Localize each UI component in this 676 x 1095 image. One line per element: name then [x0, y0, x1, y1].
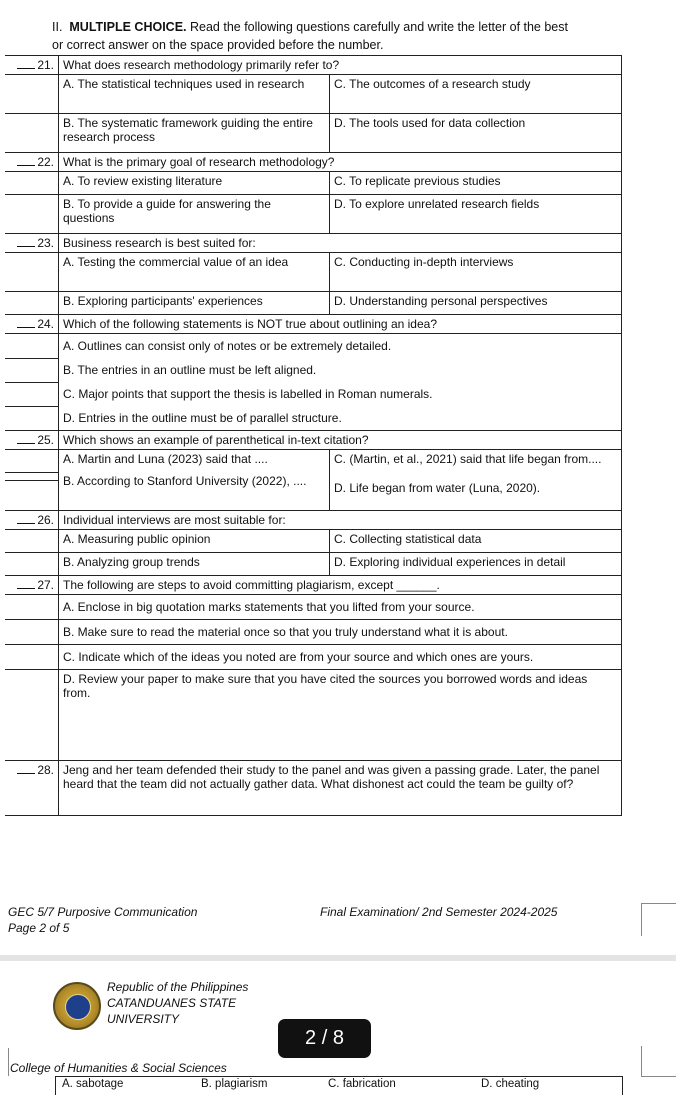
university-name-2: UNIVERSITY — [107, 1012, 180, 1026]
answer-blank[interactable] — [17, 155, 35, 166]
option-d: D. Entries in the outline must be of parallel structure. — [59, 406, 622, 431]
option-c: C. Conducting in-depth interviews — [330, 253, 622, 292]
option-a: A. sabotage — [62, 1078, 124, 1090]
instructions-line2: or correct answer on the space provided before the number. — [52, 38, 384, 52]
option-c: C. Major points that support the thesis is labelled in Roman numerals. — [59, 382, 622, 406]
section-number: II. — [52, 20, 63, 34]
option-b: B. The entries in an outline must be left aligned. — [59, 358, 622, 382]
option-d: D. The tools used for data collection — [330, 114, 622, 153]
question-text: Business research is best suited for: — [59, 234, 622, 253]
republic-label: Republic of the Philippines — [107, 980, 249, 994]
question-row — [5, 315, 622, 334]
answer-blank[interactable] — [17, 763, 35, 774]
option-c: C. Collecting statistical data — [330, 530, 622, 553]
option-b: B. Analyzing group trends — [59, 553, 330, 576]
question-row — [5, 431, 622, 450]
option-a: A. To review existing literature — [59, 172, 330, 195]
section-title: MULTIPLE CHOICE. — [69, 20, 187, 34]
option-b: B. Exploring participants' experiences — [59, 292, 330, 315]
option-a: A. Outlines can consist only of notes or be extremely detailed. — [59, 334, 622, 359]
question-row — [5, 153, 622, 172]
answer-blank[interactable] — [17, 236, 35, 247]
option-b: B. Make sure to read the material once so that you truly understand what it is about. — [59, 620, 622, 645]
answer-blank[interactable] — [17, 578, 35, 589]
option-d: D. Understanding personal perspectives — [330, 292, 622, 315]
question-number: 21. — [5, 56, 59, 75]
question-number: 25. — [5, 431, 59, 450]
option-d: D. Review your paper to make sure that you have cited the sources you borrowed words and ideas from. — [59, 670, 622, 761]
question-text: What does research methodology primarily refer to? — [59, 56, 622, 75]
instructions-text: Read the following questions carefully and write the letter of the best — [186, 20, 568, 34]
page-corner — [641, 1046, 676, 1077]
course-label: GEC 5/7 Purposive Communication — [8, 905, 198, 919]
option-b: B. The systematic framework guiding the entire research process — [59, 114, 330, 153]
option-c: C. The outcomes of a research study — [330, 75, 622, 114]
answer-blank[interactable] — [17, 58, 35, 69]
option-b: B. To provide a guide for answering the questions — [59, 195, 330, 234]
option-c: C. To replicate previous studies — [330, 172, 622, 195]
university-seal-icon — [53, 982, 101, 1030]
question-row — [5, 234, 622, 253]
question-number: 27. — [5, 576, 59, 595]
question-text: Jeng and her team defended their study to the panel and was given a passing grade. Later, the panel heard that the team did not actually gather data. What dishonest act could the team be guilty of? — [59, 761, 622, 816]
answer-blank[interactable] — [17, 433, 35, 444]
question-row — [5, 511, 622, 530]
option-d: D. To explore unrelated research fields — [330, 195, 622, 234]
option-b: B. According to Stanford University (2022), .... — [59, 472, 330, 511]
university-name: CATANDUANES STATE — [107, 996, 237, 1010]
option-a: A. Testing the commercial value of an idea — [59, 253, 330, 292]
question-text: What is the primary goal of research methodology? — [59, 153, 622, 172]
question-text: The following are steps to avoid committing plagiarism, except ______. — [59, 576, 622, 595]
option-d: D. Exploring individual experiences in detail — [330, 553, 622, 576]
option-d: D. cheating — [481, 1078, 540, 1090]
question-row — [5, 576, 622, 595]
option-b: B. plagiarism — [201, 1078, 268, 1090]
option-a: A. Measuring public opinion — [59, 530, 330, 553]
exam-label: Final Examination/ 2nd Semester 2024-2025 — [320, 905, 558, 919]
page-indicator: 2 / 8 — [278, 1019, 371, 1058]
page-number: Page 2 of 5 — [8, 921, 70, 935]
option-a: A. Enclose in big quotation marks statements that you lifted from your source. — [59, 595, 622, 620]
question-row — [5, 56, 622, 75]
option-c: C. fabrication — [328, 1078, 396, 1090]
option-d: D. Life began from water (Luna, 2020). — [330, 481, 622, 511]
q28-options-row — [55, 1076, 623, 1095]
option-a: A. The statistical techniques used in research — [59, 75, 330, 114]
question-number: 24. — [5, 315, 59, 334]
college-label: College of Humanities & Social Sciences — [10, 1061, 227, 1075]
question-row — [5, 761, 622, 816]
page-corner — [641, 903, 676, 936]
answer-blank[interactable] — [17, 317, 35, 328]
question-number: 23. — [5, 234, 59, 253]
option-c: C. Indicate which of the ideas you noted are from your source and which ones are yours. — [59, 645, 622, 670]
question-text: Individual interviews are most suitable for: — [59, 511, 622, 530]
divider — [8, 1048, 9, 1076]
option-c: C. (Martin, et al., 2021) said that life began from.... — [330, 450, 622, 481]
question-text: Which of the following statements is NOT true about outlining an idea? — [59, 315, 622, 334]
question-number: 22. — [5, 153, 59, 172]
question-text: Which shows an example of parenthetical in-text citation? — [59, 431, 622, 450]
question-number: 28. — [5, 761, 59, 816]
questions-table — [5, 55, 622, 816]
question-number: 26. — [5, 511, 59, 530]
answer-blank[interactable] — [17, 513, 35, 524]
option-a: A. Martin and Luna (2023) said that .... — [59, 450, 330, 473]
instructions — [52, 20, 652, 34]
